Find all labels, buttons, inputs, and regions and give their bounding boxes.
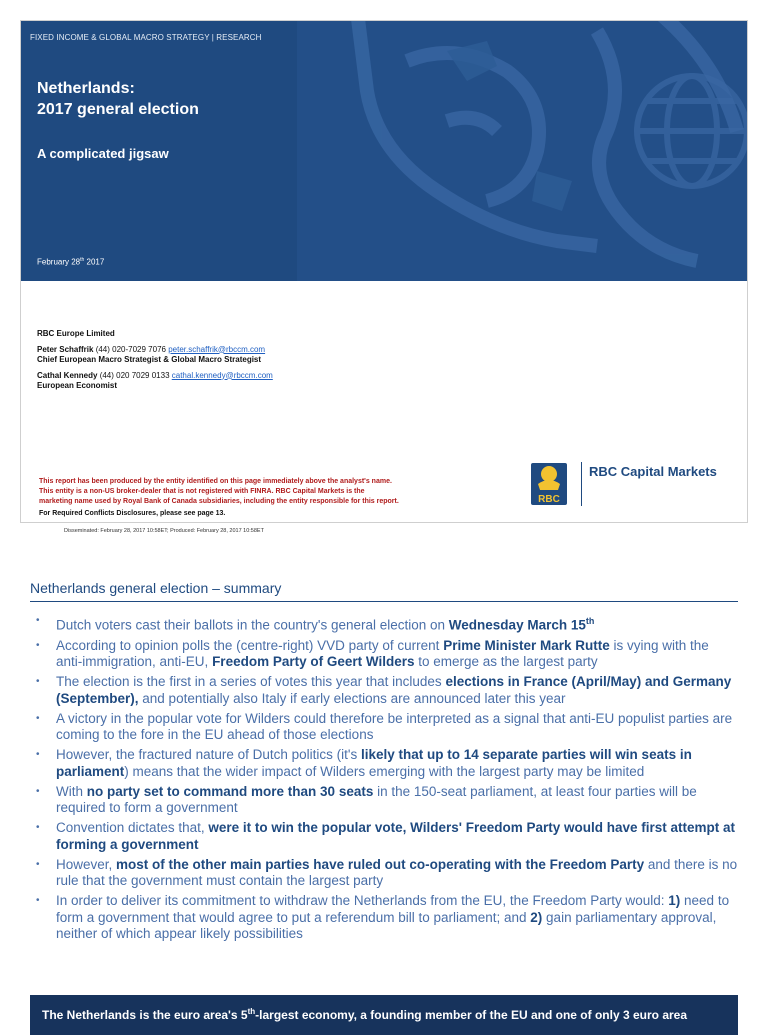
bullet-dot-icon: • xyxy=(36,858,40,870)
analyst-1-email-link[interactable]: peter.schaffrik@rbccm.com xyxy=(168,344,266,354)
analyst-contacts xyxy=(37,329,273,392)
cover-lion-watermark xyxy=(297,21,748,281)
report-date-suffix: th xyxy=(80,257,85,263)
summary-section-title: Netherlands general election – summary xyxy=(30,580,282,596)
analyst-1-name: Peter Schaffrik xyxy=(37,344,94,354)
summary-bullet: • Dutch voters cast their ballots in the country's general election on Wednesday March 15th xyxy=(36,615,595,633)
rbc-capital-markets-wordmark: RBC Capital Markets xyxy=(589,464,717,479)
report-cover-page xyxy=(20,20,748,523)
rbc-logo-mark-text: RBC xyxy=(538,494,560,505)
summary-title-rule xyxy=(30,601,738,602)
bullet-dot-icon: • xyxy=(36,749,40,760)
disclaimer-line-1: This report has been produced by the entity identified on this page immediately above the analyst's name. xyxy=(39,478,392,485)
report-title-line-2: 2017 general election xyxy=(37,101,199,118)
logo-divider xyxy=(581,462,582,506)
analyst-1-line xyxy=(37,345,273,356)
bullet-dot-icon: • xyxy=(36,676,40,687)
analyst-1-title: Chief European Macro Strategist & Global Macro Strategist xyxy=(37,355,262,364)
disclaimer-line-3: marketing name used by Royal Bank of Canada subsidiaries, including the entity responsible for this report. xyxy=(39,498,399,505)
research-division-label: FIXED INCOME & GLOBAL MACRO STRATEGY | RESEARCH xyxy=(30,33,262,42)
report-title xyxy=(37,78,199,120)
summary-bullet: • The election is the first in a series of votes this year that includes elections in France (April/May) and Germany (September), and potentially also Italy if early elections are announced later this year xyxy=(36,674,732,706)
regulatory-disclaimer xyxy=(39,477,399,507)
report-date-year: 2017 xyxy=(84,257,105,267)
summary-bullet: • However, most of the other main parties have ruled out co-operating with the Freedom Party and there is no rule that the government must contain the largest party xyxy=(36,856,738,888)
summary-bullet: • With no party set to command more than 30 seats in the 150-seat parliament, at least four parties will be required to form a government xyxy=(36,783,697,815)
bullet-dot-icon: • xyxy=(36,615,40,626)
report-date xyxy=(37,257,104,267)
summary-bullet: • A victory in the popular vote for Wilders could therefore be interpreted as a signal that anti-EU populist parties are coming to the fore in the EU ahead of those elections xyxy=(36,710,733,742)
publishing-entity: RBC Europe Limited xyxy=(37,329,115,338)
summary-bullet-list xyxy=(30,613,738,946)
analyst-2-title: European Economist xyxy=(37,381,118,390)
analyst-1-phone: (44) 020-7029 7076 xyxy=(93,344,169,354)
bullet-dot-icon: • xyxy=(36,639,40,651)
analyst-2-line xyxy=(37,371,273,382)
dissemination-timestamp: Disseminated: February 28, 2017 10:58ET; Produced: February 28, 2017 10:58ET xyxy=(64,528,264,534)
conflicts-disclosure-note: For Required Conflicts Disclosures, please see page 13. xyxy=(39,510,226,517)
key-fact-banner xyxy=(30,995,738,1035)
cover-title-panel xyxy=(21,21,297,281)
analyst-2-email-link[interactable]: cathal.kennedy@rbccm.com xyxy=(171,370,273,380)
summary-bullet: • Convention dictates that, were it to win the popular vote, Wilders' Freedom Party would have first attempt at forming a government xyxy=(36,820,736,852)
rbc-lion-shield-icon xyxy=(530,462,568,506)
bullet-dot-icon: • xyxy=(36,822,40,833)
summary-bullet: • According to opinion polls the (centre-right) VVD party of current Prime Minister Mark Rutte is vying with the anti-immigration, anti-EU, Freedom Party of Geert Wilders to emerge as the largest party xyxy=(36,637,709,669)
analyst-2-name: Cathal Kennedy xyxy=(37,370,98,380)
report-subtitle: A complicated jigsaw xyxy=(37,146,169,161)
report-date-day: February 28 xyxy=(37,257,81,267)
bullet-dot-icon: • xyxy=(36,785,40,797)
bullet-dot-icon: • xyxy=(36,895,40,906)
summary-bullet: • In order to deliver its commitment to withdraw the Netherlands from the EU, the Freedom Party would: 1) need to form a government that would agree to put a referendum bill to parliament; and 2) gain parliamentary approval, neither of which appear likely possibilities xyxy=(36,893,730,941)
report-title-line-1: Netherlands: xyxy=(37,80,135,97)
analyst-2-phone: (44) 020 7029 0133 xyxy=(97,370,172,380)
key-fact-text: The Netherlands is the euro area's 5th-largest economy, a founding member of the EU and one of only 3 euro area xyxy=(42,1007,688,1022)
summary-bullet: • However, the fractured nature of Dutch politics (it's likely that up to 14 separate parties will win seats in parliament) means that the wider impact of Wilders emerging with the largest party may be limited xyxy=(36,747,692,779)
disclaimer-line-2: This entity is a non-US broker-dealer that is not registered with FINRA. RBC Capital Markets is the xyxy=(39,488,365,495)
rbc-logo xyxy=(530,462,568,506)
bullet-dot-icon: • xyxy=(36,712,40,724)
rbc-lion-watermark-icon xyxy=(297,21,748,281)
